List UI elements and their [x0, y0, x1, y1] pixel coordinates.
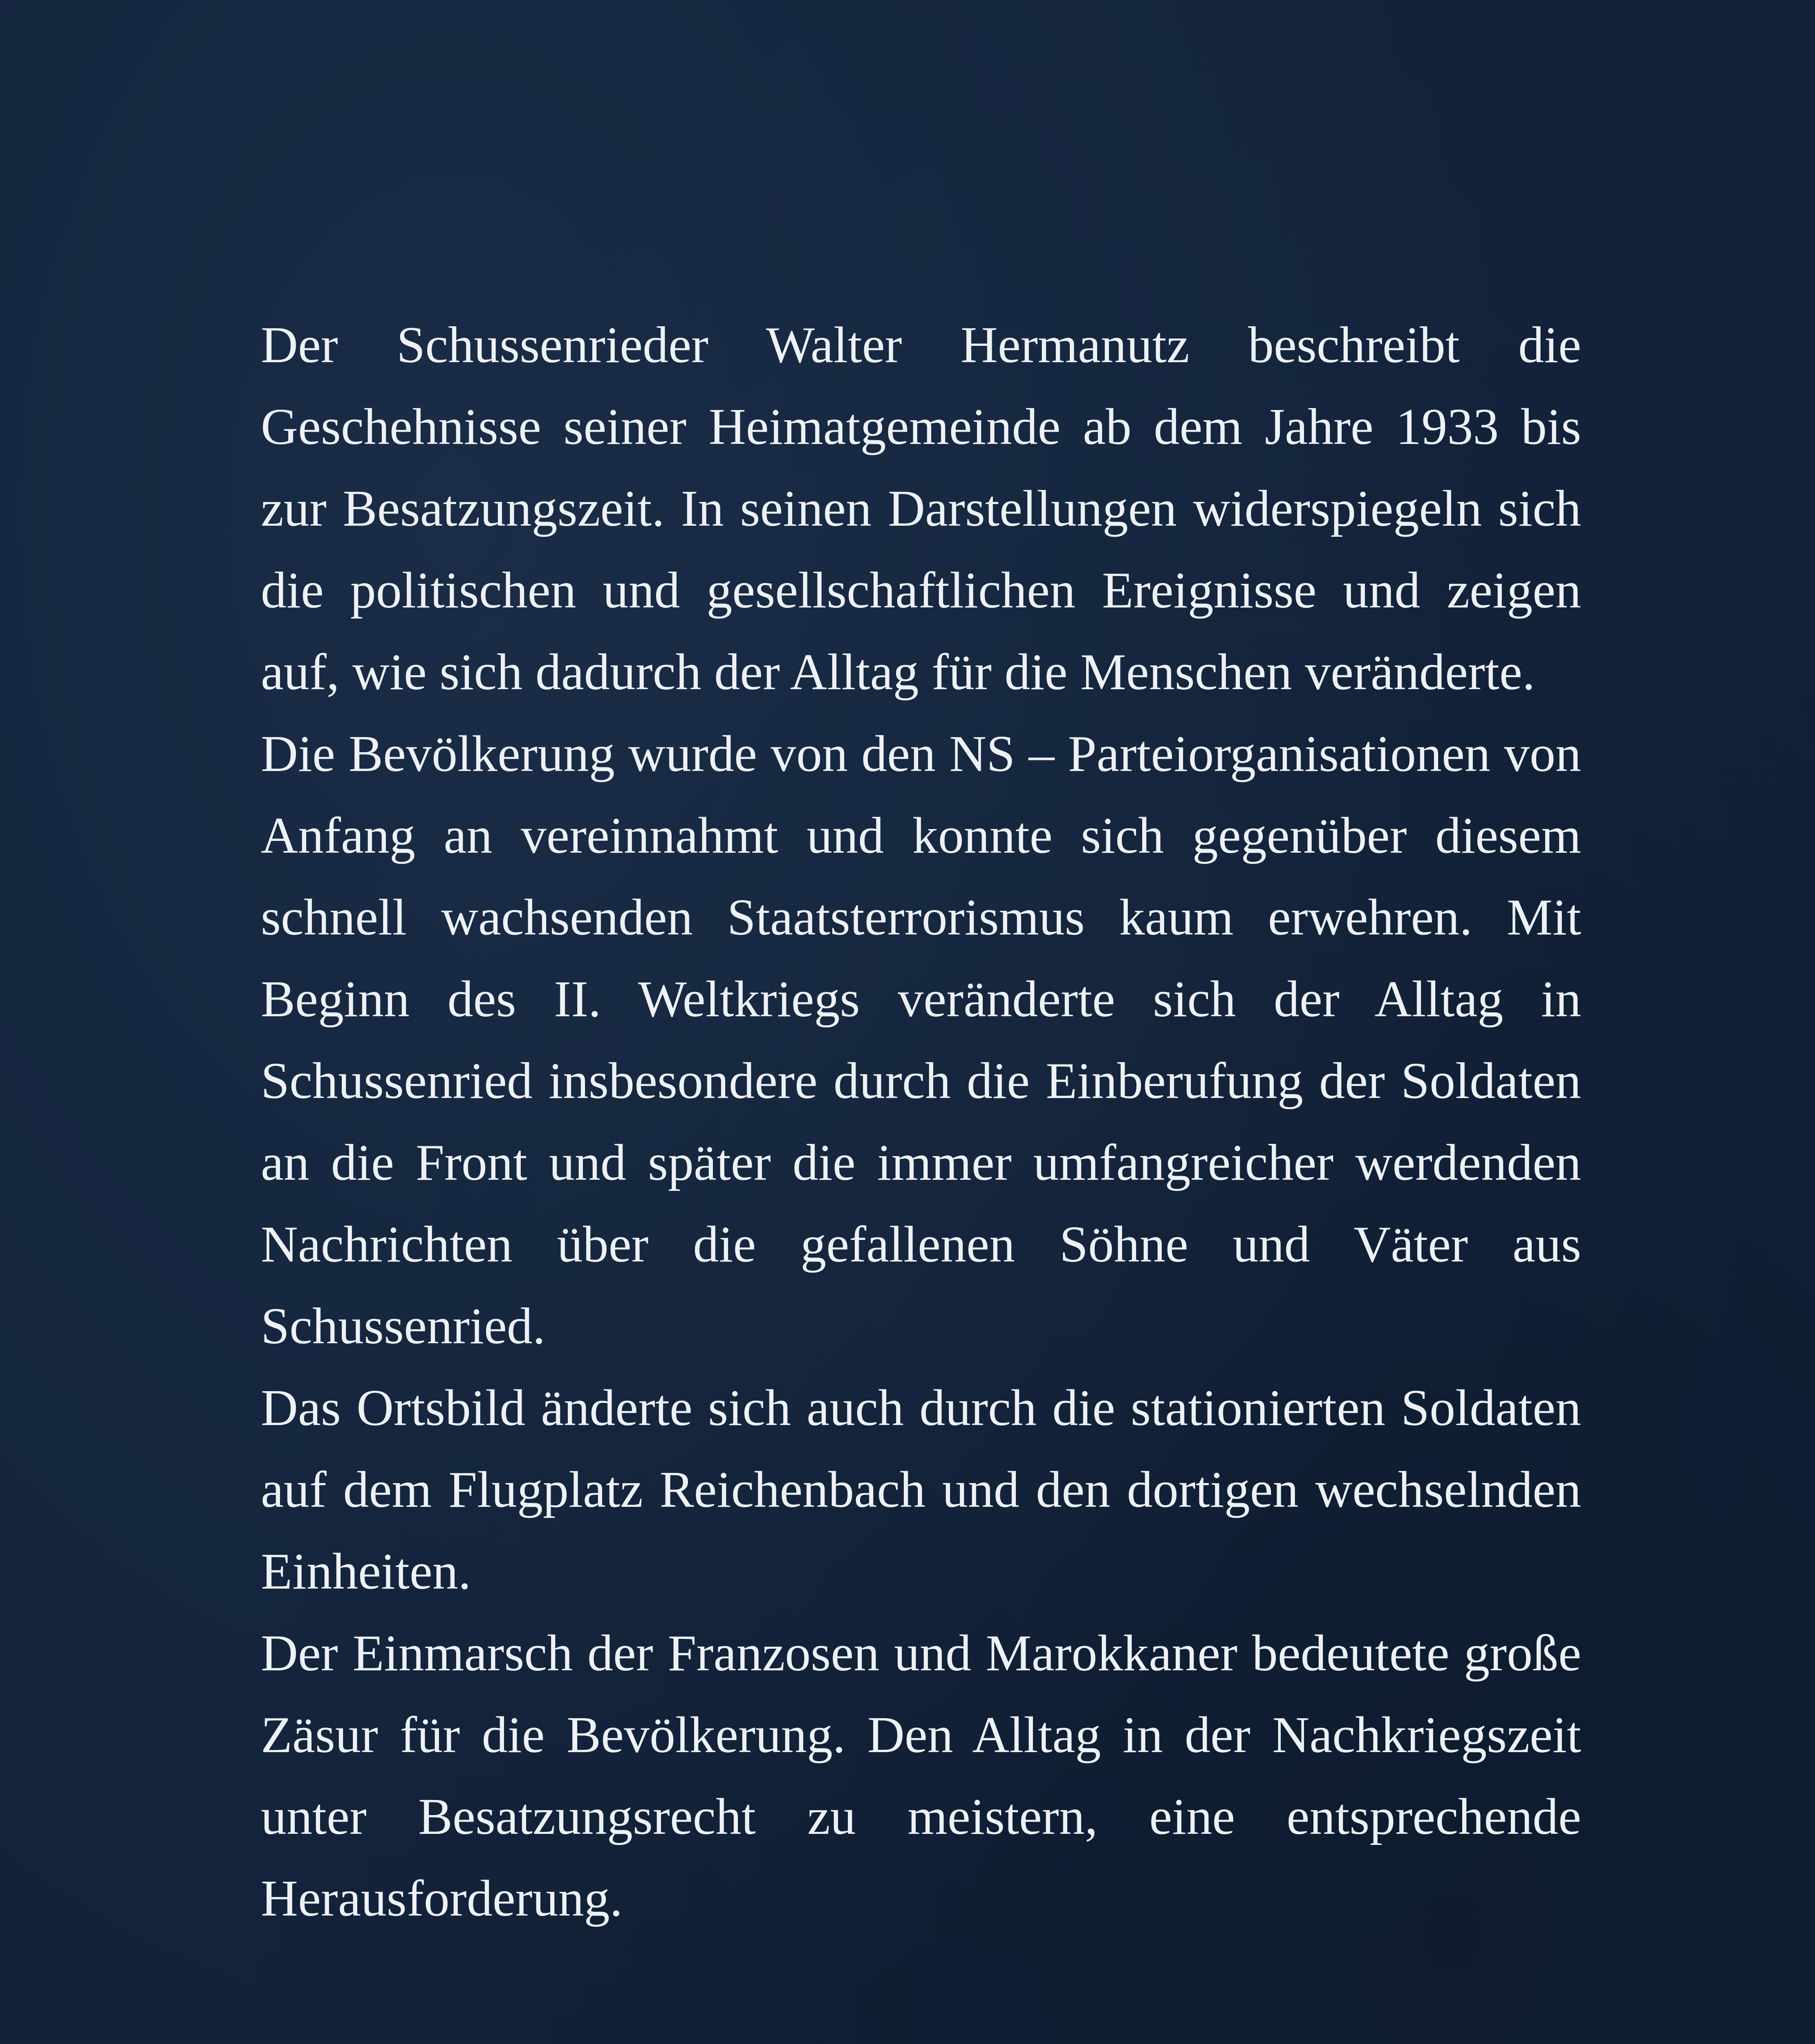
blurb-paragraph-3: Das Ortsbild änderte sich auch durch die stationierten Soldaten auf dem Flugplatz Reichenbach und den dortigen wechselnden Einheiten. — [261, 1380, 1581, 1600]
blurb-paragraph-2: Die Bevölkerung wurde von den NS – Parteiorganisationen von Anfang an vereinnahmt und konnte sich gegenüber diesem schnell wachsenden Staatsterrorismus kaum erwehren. Mit Beginn des II. Weltkriegs veränderte sich der Alltag in Schussenried insbesondere durch die Einberufung der Soldaten an die Front und später die immer umfangreicher werdenden Nachrichten über die gefallenen Söhne und Väter aus Schussenried. — [261, 726, 1581, 1355]
blurb-paragraph-4: Der Einmarsch der Franzosen und Marokkaner bedeutete große Zäsur für die Bevölkerung. Den Alltag in der Nachkriegszeit unter Besatzungsrecht zu meistern, eine entsprechende Herausforderung. — [261, 1625, 1581, 1927]
blurb-paragraph-1: Der Schussenrieder Walter Hermanutz beschreibt die Geschehnisse seiner Heimatgemeinde ab dem Jahre 1933 bis zur Besatzungszeit. In seinen Darstellungen widerspiegeln sich die politischen und gesellschaftlichen Ereignisse und zeigen auf, wie sich dadurch der Alltag für die Menschen veränderte. — [261, 317, 1581, 701]
back-cover-blurb — [261, 305, 1581, 1940]
